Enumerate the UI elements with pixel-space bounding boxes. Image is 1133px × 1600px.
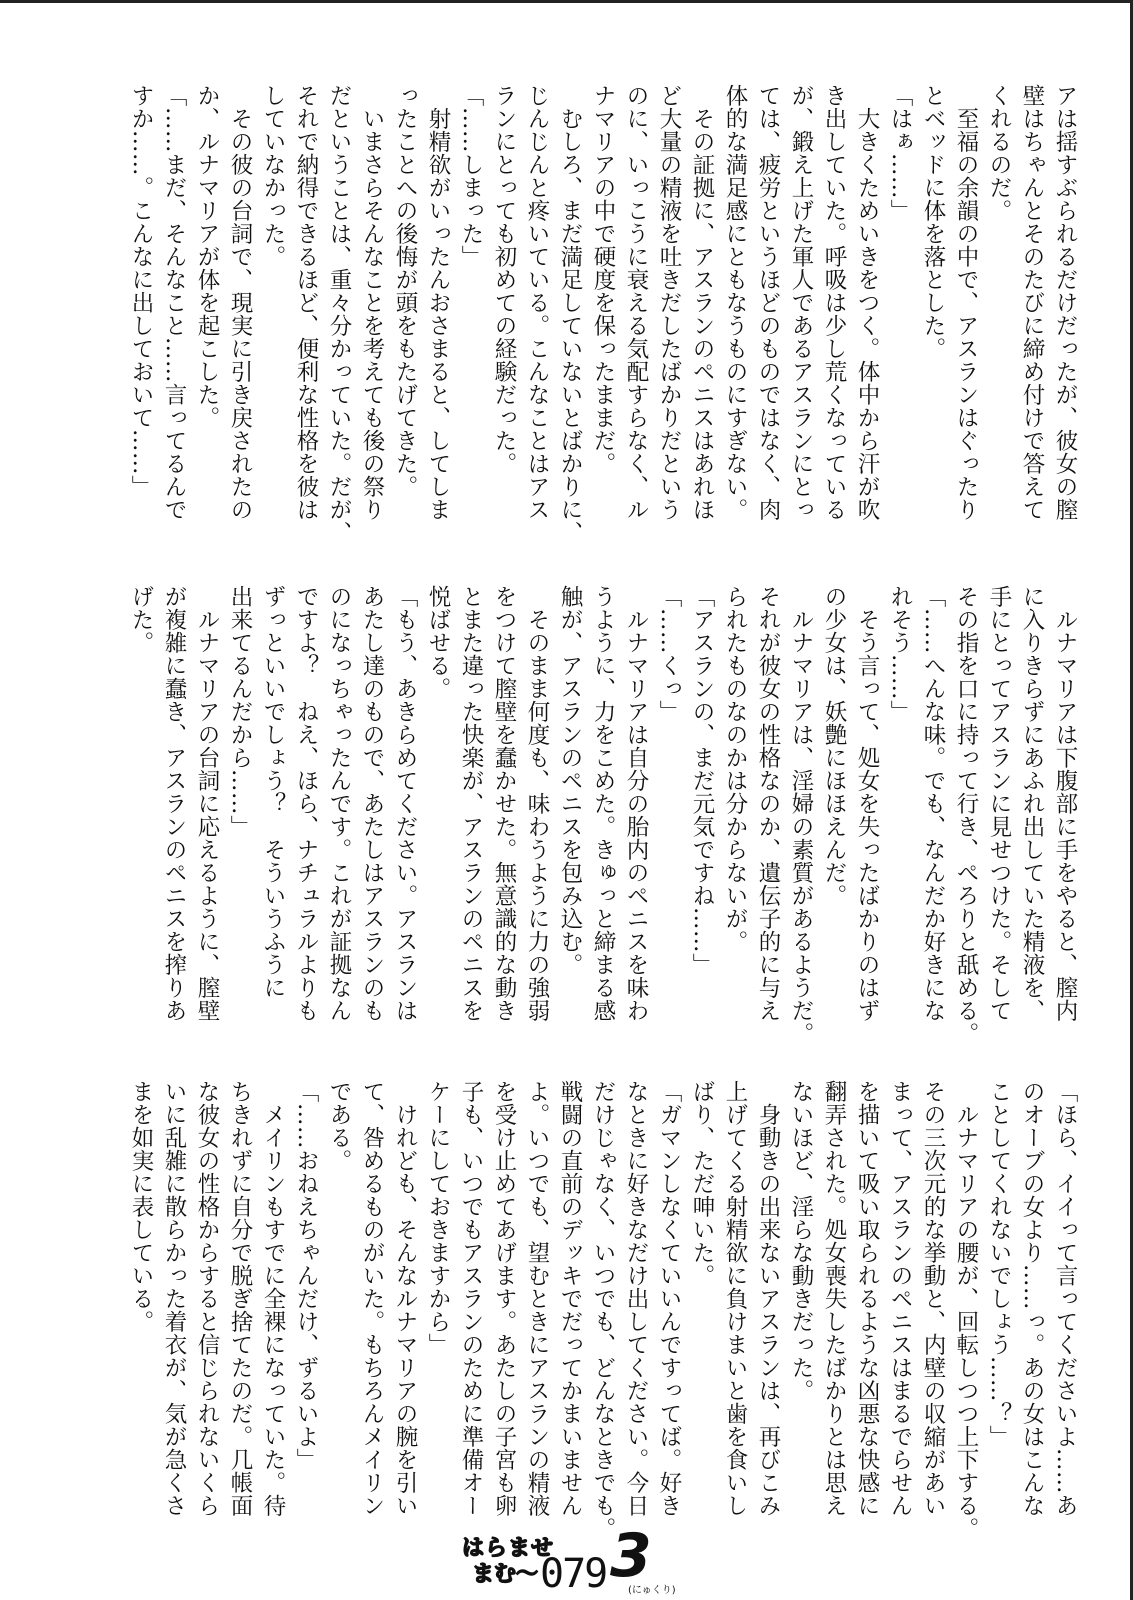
text-line: 上げてくる射精欲に負けまいと歯を食いし xyxy=(722,1080,748,1517)
text-line: れそう……」 xyxy=(887,585,913,723)
text-line: とまた違った快楽が、アスランのペニスを xyxy=(458,585,484,1022)
text-block-middle xyxy=(124,585,1081,1045)
text-line: 翻弄された。処女喪失したばかりとは思え xyxy=(821,1080,847,1517)
text-line: とベッドに体を落とした。 xyxy=(920,84,946,360)
text-line: その証拠に、アスランのペニスはあれほ xyxy=(689,84,715,521)
text-line: すか……。こんなに出しておいて……」 xyxy=(128,84,154,498)
text-line: メイリンもすでに全裸になっていた。待 xyxy=(260,1080,286,1517)
text-line: 「……くっ」 xyxy=(656,585,682,723)
text-line: 手にとってアスランに見せつけた。そして xyxy=(986,585,1012,1022)
text-line: のオーブの女より……っ。あの女はこんな xyxy=(1019,1080,1045,1517)
text-line: ちきれずに自分で脱ぎ捨てたのだ。几帳面 xyxy=(227,1080,253,1517)
text-line: ランにとっても初めての経験だった。 xyxy=(491,84,517,475)
text-line: 至福の余韻の中で、アスランはぐったり xyxy=(953,84,979,521)
text-line: まって、アスランのペニスはまるでらせん xyxy=(887,1080,913,1517)
text-line: げた。 xyxy=(128,585,154,654)
text-line: 身動きの出来ないアスランは、再びこみ xyxy=(755,1080,781,1517)
text-line: うように、力をこめた。きゅっと締まる感 xyxy=(590,585,616,1022)
text-line: あたし達のもので、あたしはアスランのも xyxy=(359,585,385,1022)
page-number: 079 xyxy=(540,1551,607,1597)
text-line: を描いて吸い取られるような凶悪な快感に xyxy=(854,1080,880,1517)
text-line: それが彼女の性格なのか、遺伝子的に与え xyxy=(755,585,781,1022)
text-line: て、咎めるものがいた。もちろんメイリン xyxy=(359,1080,385,1517)
series-title-line1: はらませ xyxy=(462,1536,555,1561)
text-line: ったことへの後悔が頭をもたげてきた。 xyxy=(392,84,418,498)
text-line: 「もう、あきらめてください。アスランは xyxy=(392,585,418,1022)
text-line: 体的な満足感にともなうものにすぎない。 xyxy=(722,84,748,521)
text-line: だということは、重々分かっていた。だが、 xyxy=(326,84,352,544)
text-block-bottom xyxy=(124,1080,1081,1540)
text-line: まを如実に表している。 xyxy=(128,1080,154,1333)
text-line: 子も、いつでもアスランのために準備オー xyxy=(458,1080,484,1517)
text-line: を受け止めてあげます。あたしの子宮も卵 xyxy=(491,1080,517,1517)
volume-number: 3 xyxy=(610,1521,652,1591)
text-line: 大きくためいきをつく。体中から汗が吹 xyxy=(854,84,880,521)
top-border xyxy=(0,0,1133,3)
text-line: 「ガマンしなくていいんですってば。好き xyxy=(656,1080,682,1517)
text-line: その指を口に持って行き、ぺろりと舐める。 xyxy=(953,585,979,1045)
text-line: だけじゃなく、いつでも、どんなときでも。 xyxy=(590,1080,616,1540)
text-line: そのまま何度も、味わうように力の強弱 xyxy=(524,585,550,1022)
text-line: けれども、そんなルナマリアの腕を引い xyxy=(392,1080,418,1517)
text-line: それで納得できるほど、便利な性格を彼は xyxy=(293,84,319,521)
text-line: ルナマリアは自分の胎内のペニスを味わ xyxy=(623,585,649,1022)
text-line: の少女は、妖艶にほほえんだ。 xyxy=(821,585,847,907)
text-line: その彼の台詞で、現実に引き戻されたの xyxy=(227,84,253,521)
text-line: 「……まだ、そんなこと……言ってるんで xyxy=(161,84,187,521)
text-line: 「……しまった」 xyxy=(458,84,484,268)
text-line: が複雑に蠢き、アスランのペニスを搾りあ xyxy=(161,585,187,1022)
text-line: き出していた。呼吸は少し荒くなっている xyxy=(821,84,847,521)
text-line: 壁はちゃんとそのたびに締め付けで答えて xyxy=(1019,84,1045,521)
series-title-line2: まむ〜 xyxy=(472,1562,539,1587)
text-line: ルナマリアの腰が、回転しつつ上下する。 xyxy=(953,1080,979,1540)
text-line: ないほど、淫らな動きだった。 xyxy=(788,1080,814,1402)
text-line: ては、疲労というほどのものではなく、肉 xyxy=(755,84,781,521)
text-line: 悦ばせる。 xyxy=(425,585,451,700)
text-line: そう言って、処女を失ったばかりのはず xyxy=(854,585,880,1022)
text-block-top xyxy=(124,84,1081,544)
text-line: していなかった。 xyxy=(260,84,286,268)
text-line: が、鍛え上げた軍人であるアスランにとっ xyxy=(788,84,814,521)
text-line: 出来てるんだから……」 xyxy=(227,585,253,838)
text-line: な彼女の性格からすると信じられないくら xyxy=(194,1080,220,1517)
text-line: ですよ？ ねえ、ほら、ナチュラルよりも xyxy=(293,585,319,1022)
text-line: むしろ、まだ満足していないとばかりに、 xyxy=(557,84,583,544)
text-line: 「はぁ……」 xyxy=(887,84,913,222)
text-line: か、ルナマリアが体を起こした。 xyxy=(194,84,220,429)
text-line: ばり、ただ呻いた。 xyxy=(689,1080,715,1287)
text-line: られたものなのかは分からないが。 xyxy=(722,585,748,953)
text-line: くれるのだ。 xyxy=(986,84,1012,222)
text-line: じんじんと疼いている。こんなことはアス xyxy=(524,84,550,521)
text-line: である。 xyxy=(326,1080,352,1172)
circle-name: (にゅくり) xyxy=(628,1585,676,1596)
text-line: いに乱雑に散らかった着衣が、気が急くさ xyxy=(161,1080,187,1517)
text-line: なときに好きなだけ出してください。今日 xyxy=(623,1080,649,1517)
text-line: 「ほら、イイって言ってくださいよ……あ xyxy=(1052,1080,1078,1517)
text-line: アは揺すぶられるだけだったが、彼女の膣 xyxy=(1052,84,1078,521)
text-line: その三次元的な挙動と、内壁の収縮があい xyxy=(920,1080,946,1517)
text-line: に入りきらずにあふれ出していた精液を、 xyxy=(1019,585,1045,1022)
text-line: 射精欲がいったんおさまると、してしま xyxy=(425,84,451,521)
text-line: をつけて膣壁を蠢かせた。無意識的な動き xyxy=(491,585,517,1022)
text-line: ルナマリアの台詞に応えるように、膣壁 xyxy=(194,585,220,1022)
text-line: 戦闘の直前のデッキでだってかまいません xyxy=(557,1080,583,1517)
text-line: 「アスランの、まだ元気ですね……」 xyxy=(689,585,715,976)
text-line: ナマリアの中で硬度を保ったままだ。 xyxy=(590,84,616,475)
text-line: のになっちゃったんです。これが証拠なん xyxy=(326,585,352,1022)
text-line: ルナマリアは、淫婦の素質があるようだ。 xyxy=(788,585,814,1045)
text-line: いまさらそんなことを考えても後の祭り xyxy=(359,84,385,521)
text-line: ルナマリアは下腹部に手をやると、膣内 xyxy=(1052,585,1078,1022)
text-line: ど大量の精液を吐きだしたばかりだという xyxy=(656,84,682,521)
text-line: 「……おねえちゃんだけ、ずるいよ」 xyxy=(293,1080,319,1471)
text-line: ずっといいでしょう？ そういうふうに xyxy=(260,585,286,999)
text-line: のに、いっこうに衰える気配すらなく、ル xyxy=(623,84,649,521)
text-line: 「……へんな味。でも、なんだか好きにな xyxy=(920,585,946,1022)
text-line: ことしてくれないでしょう……？」 xyxy=(986,1080,1012,1448)
text-line: ケーにしておきますから」 xyxy=(425,1080,451,1356)
text-line: よ。いつでも、望むときにアスランの精液 xyxy=(524,1080,550,1517)
text-line: 触が、アスランのペニスを包み込む。 xyxy=(557,585,583,976)
page-footer xyxy=(440,1521,700,1597)
